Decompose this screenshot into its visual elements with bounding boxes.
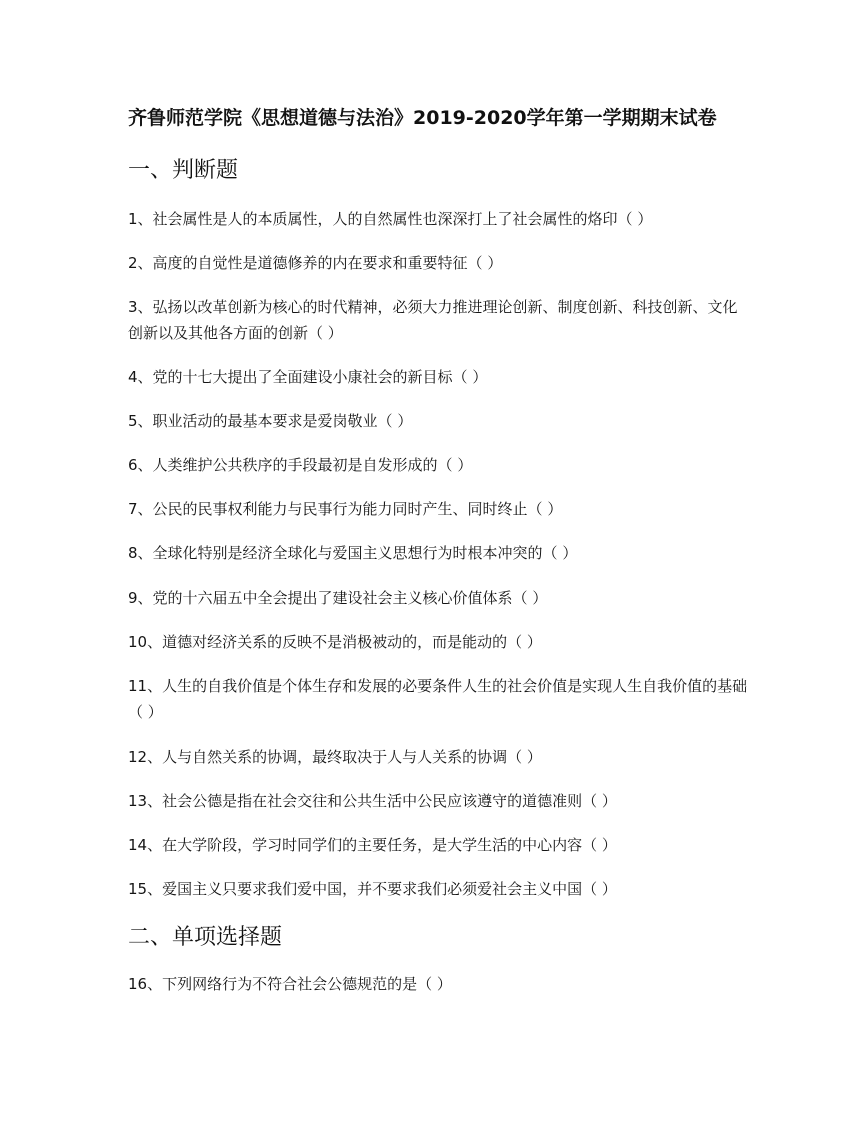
question-text: 高度的自觉性是道德修养的内在要求和重要特征（ ） — [152, 254, 503, 272]
question-number: 13、 — [128, 792, 163, 810]
question-number: 16、 — [128, 975, 163, 993]
question-number: 6、 — [128, 456, 153, 474]
question-text: 社会属性是人的本质属性，人的自然属性也深深打上了社会属性的烙印（ ） — [152, 210, 653, 228]
question-14 — [128, 832, 748, 858]
question-number: 14、 — [128, 836, 163, 854]
section-heading-true-false: 一、判断题 — [128, 158, 239, 183]
document-title: 齐鲁师范学院《思想道德与法治》2019-2020学年第一学期期末试卷 — [128, 107, 717, 129]
question-number: 8、 — [128, 544, 153, 562]
question-1 — [128, 206, 748, 232]
question-text: 道德对经济关系的反映不是消极被动的，而是能动的（ ） — [162, 633, 542, 651]
question-number: 4、 — [128, 368, 153, 386]
question-text: 爱国主义只要求我们爱中国，并不要求我们必须爱社会主义中国（ ） — [162, 880, 617, 898]
question-text: 职业活动的最基本要求是爱岗敬业（ ） — [152, 412, 413, 430]
question-text: 社会公德是指在社会交往和公共生活中公民应该遵守的道德准则（ ） — [162, 792, 617, 810]
question-2 — [128, 250, 748, 276]
question-number: 2、 — [128, 254, 153, 272]
question-number: 12、 — [128, 748, 163, 766]
question-number: 1、 — [128, 210, 153, 228]
question-number: 3、 — [128, 298, 153, 316]
question-text: 党的十七大提出了全面建设小康社会的新目标（ ） — [152, 368, 488, 386]
question-text: 人与自然关系的协调，最终取决于人与人关系的协调（ ） — [162, 748, 542, 766]
question-6 — [128, 452, 748, 478]
question-number: 15、 — [128, 880, 163, 898]
section-heading-single-choice: 二、单项选择题 — [128, 925, 283, 950]
question-3 — [128, 294, 748, 346]
question-number: 9、 — [128, 589, 153, 607]
question-5 — [128, 408, 748, 434]
question-text: 人生的自我价值是个体生存和发展的必要条件人生的社会价值是实现人生自我价值的基础（ ） — [128, 677, 748, 721]
question-13 — [128, 788, 748, 814]
question-text: 人类维护公共秩序的手段最初是自发形成的（ ） — [152, 456, 473, 474]
question-7 — [128, 496, 748, 522]
question-text: 公民的民事权利能力与民事行为能力同时产生、同时终止（ ） — [152, 500, 563, 518]
question-number: 11、 — [128, 677, 163, 695]
question-8 — [128, 540, 748, 566]
question-text: 在大学阶段，学习时同学们的主要任务，是大学生活的中心内容（ ） — [162, 836, 617, 854]
question-15 — [128, 876, 748, 902]
question-number: 10、 — [128, 633, 163, 651]
question-12 — [128, 744, 748, 770]
question-text: 全球化特别是经济全球化与爱国主义思想行为时根本冲突的（ ） — [152, 544, 578, 562]
question-number: 5、 — [128, 412, 153, 430]
question-4 — [128, 364, 748, 390]
question-9 — [128, 585, 748, 611]
question-text: 下列网络行为不符合社会公德规范的是（ ） — [162, 975, 452, 993]
question-16 — [128, 971, 748, 997]
question-text: 党的十六届五中全会提出了建设社会主义核心价值体系（ ） — [152, 589, 548, 607]
question-text: 弘扬以改革创新为核心的时代精神，必须大力推进理论创新、制度创新、科技创新、文化创新以及其他各方面的创新（ ） — [128, 298, 738, 342]
question-11 — [128, 673, 748, 725]
question-10 — [128, 629, 748, 655]
question-number: 7、 — [128, 500, 153, 518]
